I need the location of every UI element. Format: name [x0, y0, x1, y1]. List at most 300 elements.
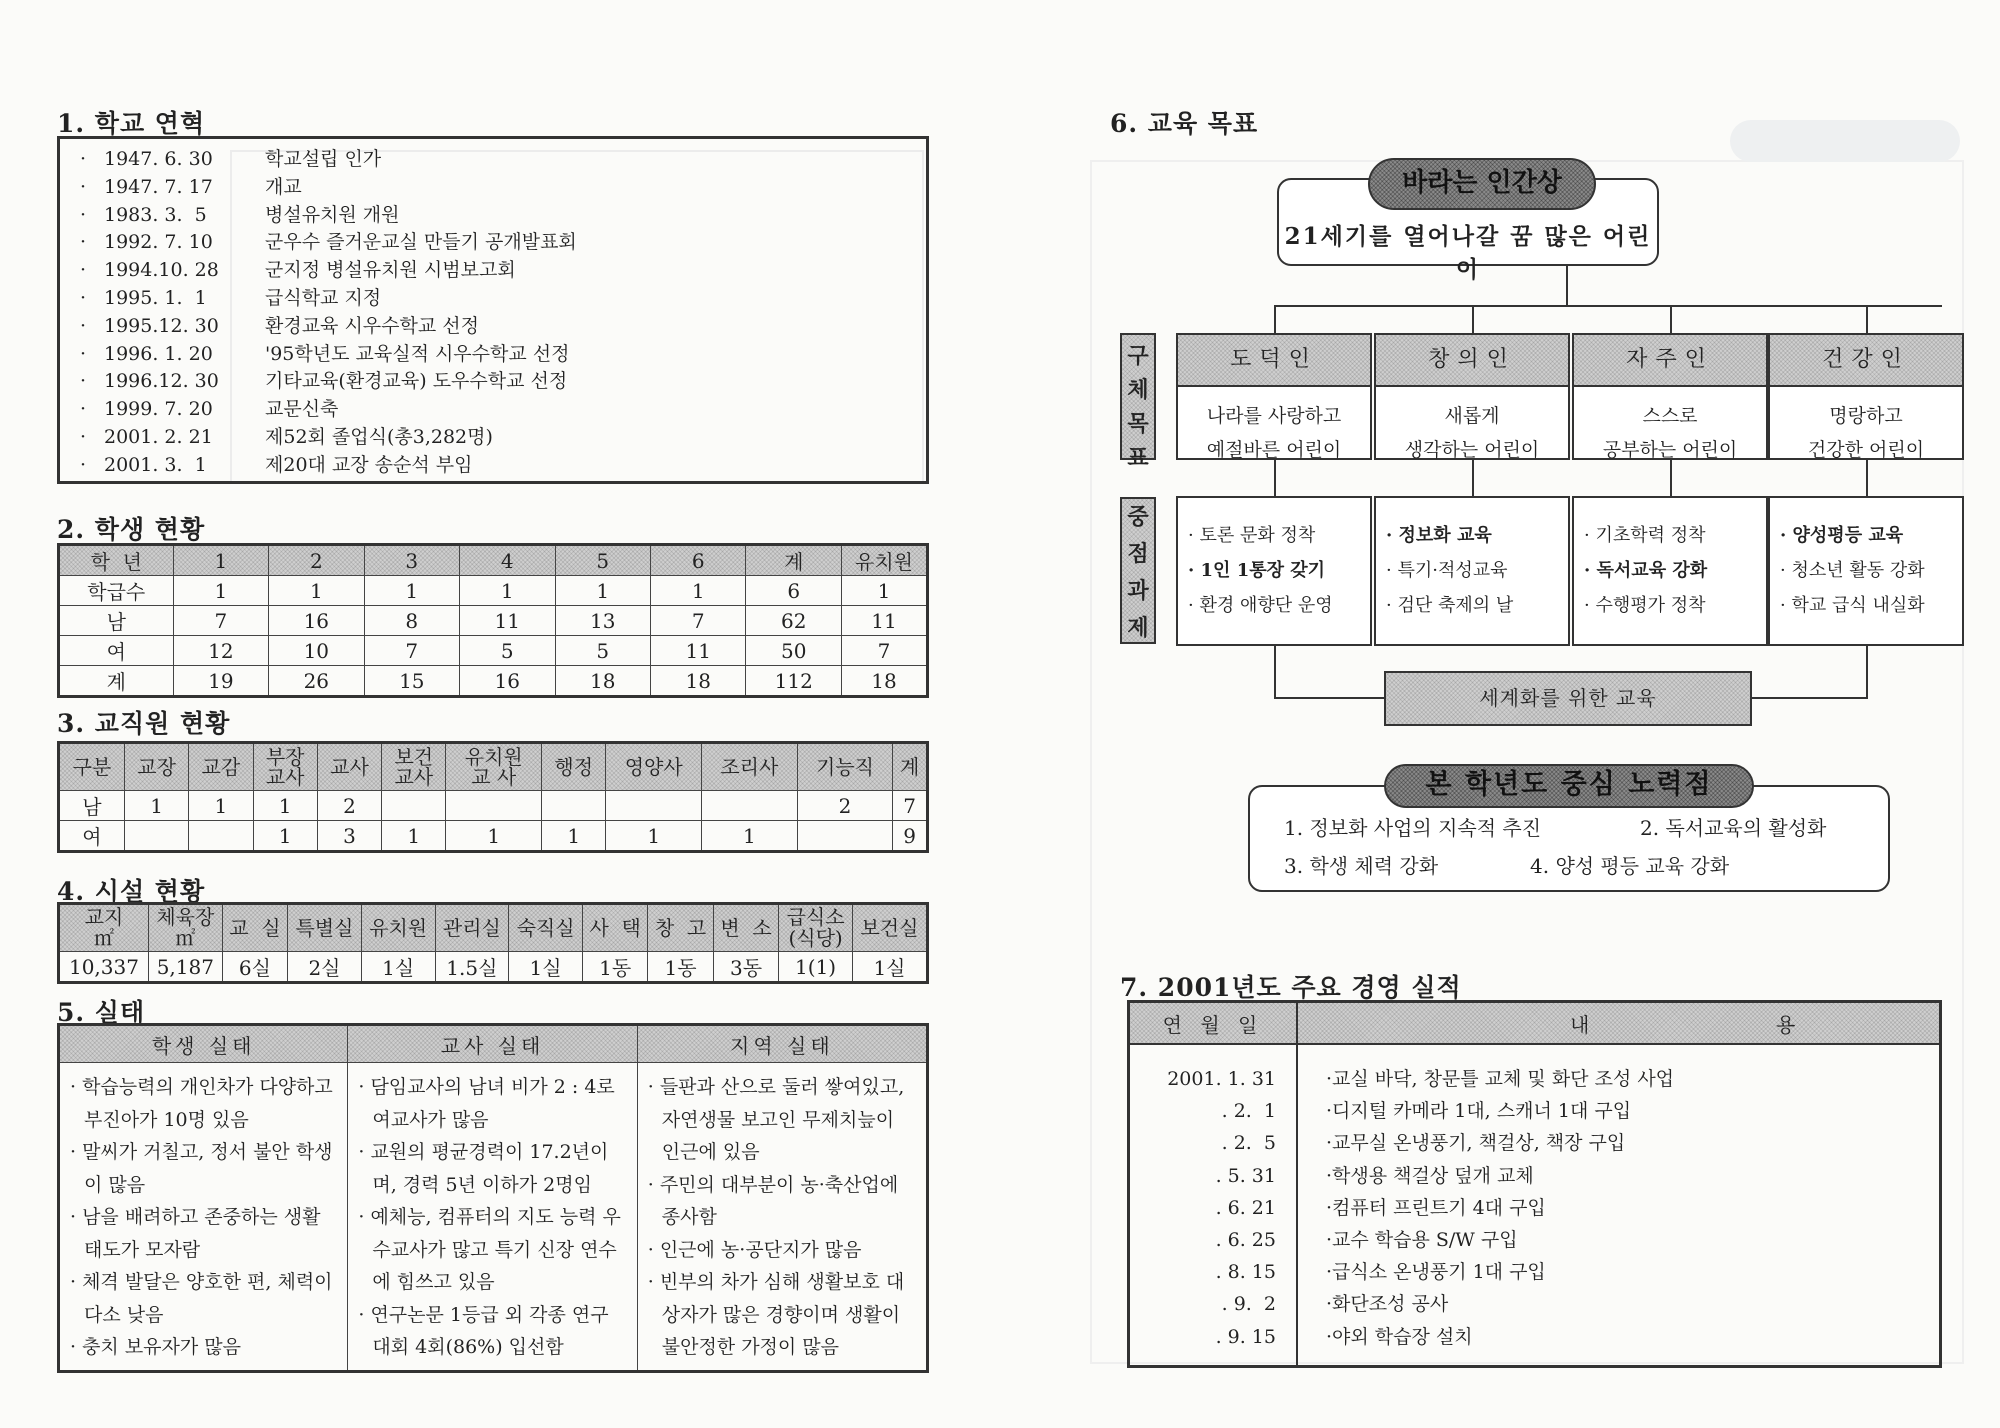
staff-cell: 1 — [253, 791, 317, 821]
staff-header-cell — [797, 743, 893, 791]
status-item: · 연구논문 1등급 외 각종 연구대회 4회(86%) 입선함 — [358, 1303, 609, 1358]
facilities-header-line: 창 고 — [654, 915, 707, 940]
goal-group-description — [1770, 387, 1962, 467]
goal-group-name: 자주인 — [1574, 335, 1766, 387]
staff-header-cell — [893, 743, 928, 791]
facilities-cell: 6실 — [222, 952, 287, 983]
status-table — [57, 1023, 929, 1373]
facilities-cell: 1동 — [582, 952, 647, 983]
staff-cell — [702, 791, 798, 821]
staff-header-line: 기능직 — [816, 755, 874, 779]
history-date: 1996.12. 30 — [104, 370, 219, 393]
connector-line — [1566, 266, 1568, 306]
task-item: · 특기·적성교육 — [1386, 560, 1508, 581]
goal-group-description — [1376, 387, 1568, 467]
side-char: 구 — [1127, 343, 1149, 369]
history-event: 군우수 즐거운교실 만들기 공개발표회 — [265, 231, 577, 254]
task-box — [1374, 496, 1570, 646]
mgmt-content: ·교무실 온냉풍기, 책걸상, 책장 구입 — [1326, 1132, 1626, 1155]
students-table — [57, 543, 929, 698]
staff-header-line: 교장 — [137, 755, 176, 779]
students-cell: 1 — [364, 576, 459, 606]
focus-item-2: 2. 독서교육의 활성화 — [1640, 816, 1827, 840]
ideal-text: 21세기를 열어나갈 꿈 많은 어린이 — [1284, 223, 1652, 283]
staff-cell: 1 — [446, 821, 542, 852]
students-row — [59, 636, 928, 666]
connector-line — [1752, 697, 1868, 699]
ideal-label: 바라는 인간상 — [1402, 168, 1562, 198]
facilities-header-line: 숙직실 — [516, 915, 575, 940]
staff-header-cell — [124, 743, 188, 791]
mgmt-content: ·야외 학습장 설치 — [1326, 1325, 1473, 1348]
students-header-cell: 1 — [173, 545, 268, 576]
students-cell: 62 — [746, 606, 841, 636]
staff-header-line: 교사 — [265, 765, 305, 789]
status-item: · 체격 발달은 양호한 편, 체력이 다소 낮음 — [70, 1271, 333, 1326]
goal-group-description — [1574, 387, 1766, 467]
staff-header-line: 행정 — [554, 755, 594, 779]
goal-line: 공부하는 어린이 — [1602, 439, 1738, 461]
goal-group-name: 건강인 — [1770, 335, 1962, 387]
facilities-header-cell — [582, 904, 647, 952]
staff-cell: 7 — [893, 791, 928, 821]
students-header-cell: 계 — [746, 545, 841, 576]
task-box — [1768, 496, 1964, 646]
facilities-cell: 1실 — [852, 952, 927, 983]
status-header-teachers: 교사 실태 — [348, 1025, 637, 1063]
staff-cell — [189, 821, 253, 852]
mgmt-header-content-2: 용 — [1776, 1013, 1796, 1037]
facilities-header-cell — [713, 904, 778, 952]
students-header-cell: 2 — [269, 545, 364, 576]
students-cell: 16 — [269, 606, 364, 636]
history-date: 1995.12. 30 — [104, 314, 219, 337]
students-header-cell: 6 — [651, 545, 746, 576]
mgmt-content: ·교실 바닥, 창문틀 교체 및 화단 조성 사업 — [1326, 1068, 1675, 1090]
goal-group-box — [1176, 333, 1372, 460]
status-item: · 남을 배려하고 존중하는 생활태도가 모자람 — [70, 1206, 321, 1261]
bleed-through-pill — [1730, 120, 1960, 162]
history-event: 급식학교 지정 — [265, 287, 382, 309]
facilities-cell: 10,337 — [59, 952, 149, 983]
staff-cell: 1 — [606, 821, 702, 852]
staff-header-cell — [542, 743, 606, 791]
mgmt-date: . 9. 2 — [1221, 1293, 1276, 1316]
facilities-header-line: 특별실 — [295, 915, 354, 940]
history-title: 1. 학교 연혁 — [57, 109, 206, 138]
task-item: · 정보화 교육 — [1386, 525, 1492, 546]
students-cell: 12 — [173, 636, 268, 666]
students-row — [59, 666, 928, 697]
mgmt-date: . 2. 1 — [1221, 1100, 1276, 1123]
students-cell: 11 — [651, 636, 746, 666]
status-item: · 충치 보유자가 많음 — [70, 1336, 241, 1358]
students-title: 2. 학생 현황 — [57, 515, 206, 544]
mgmt-table — [1127, 1000, 1942, 1368]
students-cell: 7 — [651, 606, 746, 636]
task-item: · 청소년 활동 강화 — [1780, 560, 1925, 581]
facilities-cell: 3동 — [713, 952, 778, 983]
staff-cell — [797, 821, 893, 852]
facilities-header-line: (식당) — [788, 926, 843, 950]
staff-cell: 1 — [702, 821, 798, 852]
students-header-cell: 3 — [364, 545, 459, 576]
facilities-header-line: 급식소 — [786, 905, 845, 929]
facilities-header-cell — [509, 904, 583, 952]
staff-header-line: 유치원 — [464, 745, 523, 769]
history-event: 환경교육 시우수학교 선정 — [265, 314, 479, 337]
bullet-icon: · — [80, 287, 87, 309]
connector-line — [1472, 305, 1474, 333]
staff-title: 3. 교직원 현황 — [57, 709, 231, 738]
history-date: 1947. 7. 17 — [104, 175, 213, 198]
staff-cell: 여 — [59, 821, 125, 852]
students-cell: 5 — [460, 636, 555, 666]
facilities-cell: 2실 — [288, 952, 362, 983]
mgmt-divider — [1296, 1003, 1298, 1365]
students-header-cell: 5 — [555, 545, 650, 576]
facilities-header-line: 관리실 — [442, 915, 501, 940]
connector-line — [1866, 644, 1868, 698]
facilities-header-cell — [148, 904, 222, 952]
staff-header-line: 조리사 — [720, 755, 779, 779]
history-event: '95학년도 교육실적 시우수학교 선정 — [265, 342, 570, 365]
history-event: 병설유치원 개원 — [265, 203, 400, 226]
facilities-cell: 1(1) — [779, 952, 853, 983]
goal-group-box — [1374, 333, 1570, 460]
mgmt-content: ·컴퓨터 프린트기 4대 구입 — [1326, 1196, 1546, 1219]
students-cell: 26 — [269, 666, 364, 697]
students-cell: 13 — [555, 606, 650, 636]
staff-cell: 2 — [797, 791, 893, 821]
staff-cell: 남 — [59, 791, 125, 821]
facilities-header-cell — [435, 904, 509, 952]
staff-header-line: 교 사 — [471, 765, 517, 789]
status-header-students: 학생 실태 — [59, 1025, 348, 1063]
facilities-header-cell — [288, 904, 362, 952]
connector-line — [1274, 644, 1276, 698]
bullet-icon: · — [80, 342, 87, 365]
students-cell: 18 — [841, 666, 927, 697]
students-cell: 19 — [173, 666, 268, 697]
facilities-header-line: ㎡ — [175, 926, 196, 950]
staff-cell: 1 — [124, 791, 188, 821]
task-item: · 독서교육 강화 — [1584, 560, 1708, 581]
goal-line: 명랑하고 — [1829, 405, 1903, 427]
status-item: · 빈부의 차가 심해 생활보호 대상자가 많은 경향이며 생활이 불안정한 가정이 많음 — [647, 1271, 905, 1358]
mgmt-content: ·화단조성 공사 — [1326, 1293, 1449, 1316]
mgmt-date: 2001. 1. 31 — [1167, 1068, 1276, 1090]
facilities-header-line: 교 실 — [229, 915, 281, 940]
connector-line — [1274, 305, 1942, 307]
history-date: 1996. 1. 20 — [104, 342, 213, 365]
students-cell: 1 — [269, 576, 364, 606]
facilities-header-cell — [779, 904, 853, 952]
history-date: 2001. 2. 21 — [104, 426, 213, 448]
status-column-students — [59, 1063, 348, 1372]
staff-row — [59, 821, 928, 852]
mgmt-date: . 9. 15 — [1215, 1325, 1276, 1348]
status-item: · 들판과 산으로 둘러 쌓여있고, 자연생물 보고인 무제치늪이 인근에 있음 — [647, 1076, 905, 1163]
task-box — [1176, 496, 1372, 646]
side-char: 중 — [1127, 504, 1149, 530]
staff-cell — [382, 791, 446, 821]
students-cell: 1 — [651, 576, 746, 606]
staff-header-line: 영양사 — [624, 755, 683, 779]
staff-header-line: 교사 — [394, 765, 434, 789]
focus-item-1: 1. 정보화 사업의 지속적 추진 — [1284, 816, 1542, 840]
students-cell: 8 — [364, 606, 459, 636]
bullet-icon: · — [80, 175, 87, 198]
mgmt-content: ·디지털 카메라 1대, 스캐너 1대 구입 — [1326, 1100, 1632, 1123]
mgmt-date: . 6. 25 — [1215, 1229, 1276, 1251]
students-row — [59, 606, 928, 636]
history-date: 1983. 3. 5 — [104, 203, 207, 226]
students-cell: 15 — [364, 666, 459, 697]
history-date: 1947. 6. 30 — [104, 148, 213, 170]
side-char: 과 — [1127, 578, 1149, 604]
staff-row — [59, 791, 928, 821]
facilities-title: 4. 시설 현황 — [57, 877, 206, 906]
facilities-header-line: ㎡ — [93, 926, 114, 950]
history-date: 1999. 7. 20 — [104, 398, 213, 421]
bullet-icon: · — [80, 426, 87, 448]
staff-header-line: 부장 — [265, 745, 305, 769]
connector-line — [1274, 697, 1384, 699]
staff-cell — [542, 791, 606, 821]
students-cell: 1 — [460, 576, 555, 606]
bullet-icon: · — [80, 398, 87, 421]
mgmt-header-content-1: 내 — [1570, 1013, 1590, 1037]
staff-header-cell — [317, 743, 381, 791]
status-item: · 담임교사의 남녀 비가 2 : 4로 여교사가 많음 — [358, 1076, 615, 1131]
status-column-region — [637, 1063, 927, 1372]
students-header-cell: 4 — [460, 545, 555, 576]
staff-cell: 2 — [317, 791, 381, 821]
students-header-cell: 유치원 — [841, 545, 927, 576]
students-header-cell: 학 년 — [59, 545, 174, 576]
staff-header-cell — [382, 743, 446, 791]
history-event: 교문신축 — [265, 398, 339, 421]
facilities-cell: 1실 — [361, 952, 435, 983]
status-item: · 말씨가 거칠고, 정서 불안 학생이 많음 — [70, 1141, 333, 1196]
facilities-header-cell — [222, 904, 287, 952]
students-cell: 계 — [59, 666, 174, 697]
goal-group-box — [1768, 333, 1964, 460]
task-item: · 1인 1통장 갖기 — [1188, 560, 1326, 581]
history-date: 1992. 7. 10 — [104, 231, 213, 254]
students-cell: 1 — [555, 576, 650, 606]
staff-header-cell — [606, 743, 702, 791]
task-item: · 검단 축제의 날 — [1386, 595, 1514, 616]
goal-line: 건강한 어린이 — [1807, 439, 1925, 461]
students-cell: 7 — [173, 606, 268, 636]
bullet-icon: · — [80, 231, 87, 254]
history-date: 1995. 1. 1 — [104, 287, 207, 309]
goals-title: 6. 교육 목표 — [1110, 109, 1259, 138]
history-date: 1994.10. 28 — [104, 259, 219, 282]
facilities-table — [57, 902, 929, 984]
ideal-label-pill — [1368, 158, 1596, 210]
students-cell: 18 — [555, 666, 650, 697]
facilities-header-cell — [852, 904, 927, 952]
mgmt-title: 7. 2001년도 주요 경영 실적 — [1120, 973, 1462, 1002]
side-char: 점 — [1127, 541, 1149, 567]
global-education-box — [1384, 671, 1752, 726]
mgmt-content: ·교수 학습용 S/W 구입 — [1326, 1229, 1518, 1251]
bullet-icon: · — [80, 370, 87, 393]
staff-header-line: 보건 — [394, 745, 434, 769]
facilities-cell: 1동 — [648, 952, 713, 983]
facilities-cell: 5,187 — [148, 952, 222, 983]
students-cell: 1 — [173, 576, 268, 606]
staff-cell: 1 — [253, 821, 317, 852]
goal-group-description — [1178, 387, 1370, 467]
staff-header-cell — [702, 743, 798, 791]
focus-label: 본 학년도 중심 노력점 — [1425, 769, 1713, 800]
students-cell: 11 — [841, 606, 927, 636]
staff-cell — [124, 821, 188, 852]
history-box — [57, 136, 929, 484]
mgmt-date: . 5. 31 — [1215, 1164, 1276, 1187]
staff-header-line: 계 — [900, 755, 920, 779]
goal-group-name: 도덕인 — [1178, 335, 1370, 387]
staff-table — [57, 741, 929, 853]
staff-cell: 1 — [189, 791, 253, 821]
facilities-header-line: 유치원 — [369, 915, 428, 940]
mgmt-header — [1130, 1003, 1939, 1045]
connector-line — [1274, 305, 1276, 333]
task-item: · 수행평가 정착 — [1584, 595, 1706, 616]
facilities-header-line: 체육장 — [156, 905, 215, 929]
facilities-cell: 1실 — [509, 952, 583, 983]
status-header-region: 지역 실태 — [637, 1025, 927, 1063]
students-cell: 18 — [651, 666, 746, 697]
bullet-icon: · — [80, 203, 87, 226]
task-item: · 양성평등 교육 — [1780, 525, 1904, 546]
side-char: 목 — [1127, 411, 1149, 437]
facilities-header-line: 변 소 — [720, 915, 772, 940]
task-item: · 기초학력 정착 — [1584, 525, 1706, 546]
history-event: 개교 — [265, 175, 302, 198]
mgmt-date: . 2. 5 — [1221, 1132, 1276, 1155]
facilities-header-cell — [59, 904, 149, 952]
facilities-header-line: 보건실 — [860, 915, 919, 940]
side-char: 제 — [1127, 615, 1149, 641]
mgmt-content: ·학생용 책걸상 덮개 교체 — [1326, 1164, 1534, 1187]
goal-group-name: 창의인 — [1376, 335, 1568, 387]
students-cell: 1 — [841, 576, 927, 606]
bullet-icon: · — [80, 259, 87, 282]
staff-header-cell — [253, 743, 317, 791]
students-cell: 11 — [460, 606, 555, 636]
status-item: · 예체능, 컴퓨터의 지도 능력 우수교사가 많고 특기 신장 연수에 힘쓰고 있음 — [358, 1206, 621, 1293]
facilities-header-line: 사 택 — [589, 915, 641, 940]
staff-header-cell — [446, 743, 542, 791]
focus-item-3: 3. 학생 체력 강화 — [1284, 854, 1439, 878]
history-date: 2001. 3. 1 — [104, 453, 207, 476]
status-title: 5. 실태 — [57, 998, 146, 1027]
facilities-header-cell — [361, 904, 435, 952]
staff-cell: 1 — [382, 821, 446, 852]
students-cell: 6 — [746, 576, 841, 606]
task-item: · 토론 문화 정착 — [1188, 525, 1316, 546]
status-item: · 인근에 농·공단지가 많음 — [647, 1238, 862, 1261]
goal-line: 나라를 사랑하고 — [1206, 405, 1342, 427]
goal-line: 예절바른 어린이 — [1206, 439, 1342, 461]
focus-label-pill — [1384, 764, 1754, 808]
facilities-cell: 1.5실 — [435, 952, 509, 983]
status-item: · 주민의 대부분이 농·축산업에 종사함 — [647, 1173, 899, 1228]
students-cell: 10 — [269, 636, 364, 666]
staff-header-line: 교사 — [330, 755, 369, 779]
mgmt-content: ·급식소 온냉풍기 1대 구입 — [1326, 1261, 1546, 1284]
students-cell: 50 — [746, 636, 841, 666]
task-item: · 환경 애향단 운영 — [1188, 595, 1333, 616]
side-label-tasks — [1120, 497, 1156, 644]
students-row — [59, 576, 928, 606]
side-char: 표 — [1127, 445, 1149, 471]
focus-item-4: 4. 양성 평등 교육 강화 — [1530, 854, 1730, 878]
connector-line — [1670, 305, 1672, 333]
facilities-header-cell — [648, 904, 713, 952]
history-event: 제52회 졸업식(총3,282명) — [265, 426, 493, 448]
history-event: 기타교육(환경교육) 도우수학교 선정 — [265, 370, 568, 393]
side-char: 체 — [1127, 377, 1149, 403]
staff-header-cell — [189, 743, 253, 791]
mgmt-date: . 8. 15 — [1215, 1261, 1276, 1284]
facilities-header-line: 교지 — [84, 905, 124, 929]
students-cell: 16 — [460, 666, 555, 697]
bullet-icon: · — [80, 314, 87, 337]
goal-group-box — [1572, 333, 1768, 460]
global-education-label: 세계화를 위한 교육 — [1479, 686, 1657, 710]
task-box — [1572, 496, 1768, 646]
task-item: · 학교 급식 내실화 — [1780, 595, 1925, 616]
status-column-teachers — [348, 1063, 637, 1372]
side-label-goals — [1120, 333, 1156, 471]
staff-header-line: 교감 — [201, 755, 241, 779]
staff-header-cell — [59, 743, 125, 791]
status-item: · 교원의 평균경력이 17.2년이며, 경력 5년 이하가 2명임 — [358, 1141, 609, 1196]
staff-cell — [446, 791, 542, 821]
history-event: 군지정 병설유치원 시범보고회 — [265, 259, 516, 282]
students-cell: 남 — [59, 606, 174, 636]
bullet-icon: · — [80, 453, 87, 476]
staff-cell — [606, 791, 702, 821]
connector-line — [1866, 305, 1868, 333]
staff-cell: 9 — [893, 821, 928, 852]
mgmt-header-date: 연 월 일 — [1162, 1013, 1264, 1037]
goal-line: 새롭게 — [1444, 405, 1500, 427]
students-cell: 7 — [364, 636, 459, 666]
goal-line: 스스로 — [1642, 405, 1698, 427]
bullet-icon: · — [80, 148, 87, 170]
students-cell: 112 — [746, 666, 841, 697]
staff-cell: 1 — [542, 821, 606, 852]
status-item: · 학습능력의 개인차가 다양하고 부진아가 10명 있음 — [70, 1076, 333, 1131]
staff-cell: 3 — [317, 821, 381, 852]
students-cell: 학급수 — [59, 576, 174, 606]
history-event: 학교설립 인가 — [265, 148, 382, 170]
staff-header-line: 구분 — [72, 755, 112, 779]
mgmt-date: . 6. 21 — [1215, 1196, 1276, 1219]
students-cell: 여 — [59, 636, 174, 666]
history-event: 제20대 교장 송순석 부임 — [265, 453, 473, 476]
students-cell: 7 — [841, 636, 927, 666]
goal-line: 생각하는 어린이 — [1404, 439, 1540, 461]
students-cell: 5 — [555, 636, 650, 666]
